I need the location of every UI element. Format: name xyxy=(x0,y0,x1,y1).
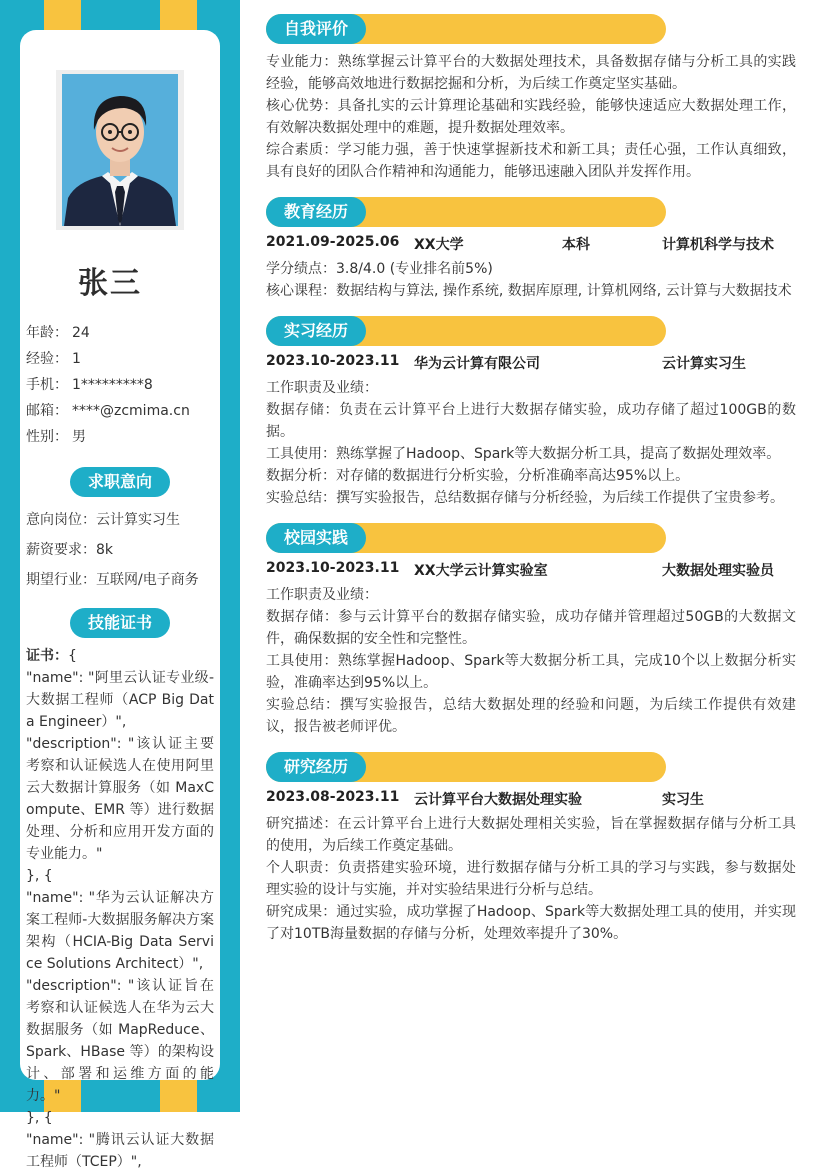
portrait-icon xyxy=(62,74,178,226)
campus-line: 数据存储：参与云计算平台的数据存储实验，成功存储并管理超过50GB的大数据文件，确保数据的安全性和完整性。 xyxy=(266,609,796,647)
section-title: 自我评价 xyxy=(266,14,366,44)
research-line: 研究成果：通过实验，成功掌握了Hadoop、Spark等大数据处理工具的使用，并实现了对10TB海量数据的存储与分析，处理效率提升了30%。 xyxy=(266,904,796,942)
self-eval-text xyxy=(266,51,796,183)
education-school: XX大学 xyxy=(414,237,464,253)
info-row-gender: 性别： 男 xyxy=(26,429,86,445)
internship-line: 实验总结：撰写实验报告，总结数据存储与分析经验，为后续工作提供了宝贵参考。 xyxy=(266,490,784,506)
education-text xyxy=(266,258,796,302)
research-text xyxy=(266,813,796,945)
info-row-age: 年龄： 24 xyxy=(26,325,90,341)
campus-org: XX大学云计算实验室 xyxy=(414,563,548,579)
research-period: 2023.08-2023.11 xyxy=(266,789,400,805)
basic-info xyxy=(26,320,216,450)
section-title: 研究经历 xyxy=(266,752,366,782)
research-header xyxy=(266,789,796,811)
education-period: 2021.09-2025.06 xyxy=(266,234,400,250)
internship-line: 数据分析：对存储的数据进行分析实验，分析准确率高达95%以上。 xyxy=(266,468,690,484)
education-line: 核心课程：数据结构与算法, 操作系统, 数据库原理, 计算机网络, 云计算与大数据技术 xyxy=(266,283,792,299)
education-major: 计算机科学与技术 xyxy=(662,237,774,253)
self-eval-line: 核心优势：具备扎实的云计算理论基础和实践经验，能够快速适应大数据处理工作，有效解决数据处理中的难题，提升数据处理效率。 xyxy=(266,98,796,136)
intent-industry: 期望行业：互联网/电子商务 xyxy=(26,572,199,588)
section-internship xyxy=(266,316,666,346)
education-header xyxy=(266,234,796,256)
internship-role: 云计算实习生 xyxy=(662,356,746,372)
info-row-experience: 经验： 1 xyxy=(26,351,81,367)
section-title: 校园实践 xyxy=(266,523,366,553)
decor-stripe xyxy=(160,0,197,30)
section-title: 实习经历 xyxy=(266,316,366,346)
portrait-photo xyxy=(56,70,184,230)
research-line: 个人职责：负责搭建实验环境，进行数据存储与分析工具的学习与实践，参与数据处理实验的设计与实施，并对实验结果进行分析与总结。 xyxy=(266,860,796,898)
skills-title: 技能证书 xyxy=(70,608,170,638)
campus-role: 大数据处理实验员 xyxy=(662,563,774,579)
campus-line: 工作职责及业绩： xyxy=(266,587,378,603)
self-eval-line: 综合素质：学习能力强，善于快速掌握新技术和新工具；责任心强，工作认真细致，具有良好的团队合作精神和沟通能力，能够迅速融入团队并发挥作用。 xyxy=(266,142,796,180)
education-degree: 本科 xyxy=(562,237,590,253)
internship-header xyxy=(266,353,796,375)
internship-line: 工具使用：熟练掌握了Hadoop、Spark等大数据分析工具，提高了数据处理效率。 xyxy=(266,446,781,462)
info-row-email: 邮箱： ****@zcmima.cn xyxy=(26,403,190,419)
section-title: 教育经历 xyxy=(266,197,366,227)
certificates-text xyxy=(26,645,214,1173)
campus-line: 实验总结：撰写实验报告，总结大数据处理的经验和问题，为后续工作提供有效建议，报告被老师评优。 xyxy=(266,697,796,735)
certificates-label: 证书： xyxy=(26,648,68,664)
section-campus xyxy=(266,523,666,553)
internship-line: 数据存储：负责在云计算平台上进行大数据存储实验，成功存储了超过100GB的数据。 xyxy=(266,402,796,440)
self-eval-line: 专业能力：熟练掌握云计算平台的大数据处理技术，具备数据存储与分析工具的实践经验，能够高效地进行数据挖掘和分析，为后续工作奠定坚实基础。 xyxy=(266,54,796,92)
section-self-eval xyxy=(266,14,666,44)
intent-title: 求职意向 xyxy=(70,467,170,497)
certificates-body: { "name": "阿里云认证专业级-大数据工程师（ACP Big Data Engineer）", "description": "该认证主要考察和认证候选人在使用阿里云大数据计算服务（如 MaxCompute、EMR 等）进行数据处理、分析和应用开发方面的专业能力。" }, { "name": "华为云认证解决方案工程师-大数据服务解决方案架构（HCIA-Big Data Service Solutions Architect）", "description": "该认证旨在考察和认证候选人在华为云大数据服务（如 MapReduce、Spark、HBase 等）的架构设计、部署和运维方面的能力。" }, { "name": "腾讯云认证大数据工程师（TCEP）", xyxy=(26,648,214,1170)
internship-line: 工作职责及业绩： xyxy=(266,380,378,396)
internship-period: 2023.10-2023.11 xyxy=(266,353,400,369)
campus-text xyxy=(266,584,796,738)
job-intent xyxy=(26,507,216,597)
internship-text xyxy=(266,377,796,509)
research-role: 实习生 xyxy=(662,792,704,808)
section-research xyxy=(266,752,666,782)
research-project: 云计算平台大数据处理实验 xyxy=(414,792,582,808)
education-line: 学分绩点：3.8/4.0 (专业排名前5%) xyxy=(266,261,493,277)
campus-line: 工具使用：熟练掌握Hadoop、Spark等大数据分析工具，完成10个以上数据分析实验，准确率达到95%以上。 xyxy=(266,653,796,691)
campus-period: 2023.10-2023.11 xyxy=(266,560,400,576)
intent-position: 意向岗位：云计算实习生 xyxy=(26,512,180,528)
section-education xyxy=(266,197,666,227)
campus-header xyxy=(266,560,796,582)
decor-stripe xyxy=(44,0,81,30)
intent-salary: 薪资要求：8k xyxy=(26,542,114,558)
info-row-phone: 手机： 1*********8 xyxy=(26,377,153,393)
candidate-name: 张三 xyxy=(78,266,142,301)
research-line: 研究描述：在云计算平台上进行大数据处理相关实验，旨在掌握数据存储与分析工具的使用，为后续工作奠定基础。 xyxy=(266,816,796,854)
internship-company: 华为云计算有限公司 xyxy=(414,356,540,372)
